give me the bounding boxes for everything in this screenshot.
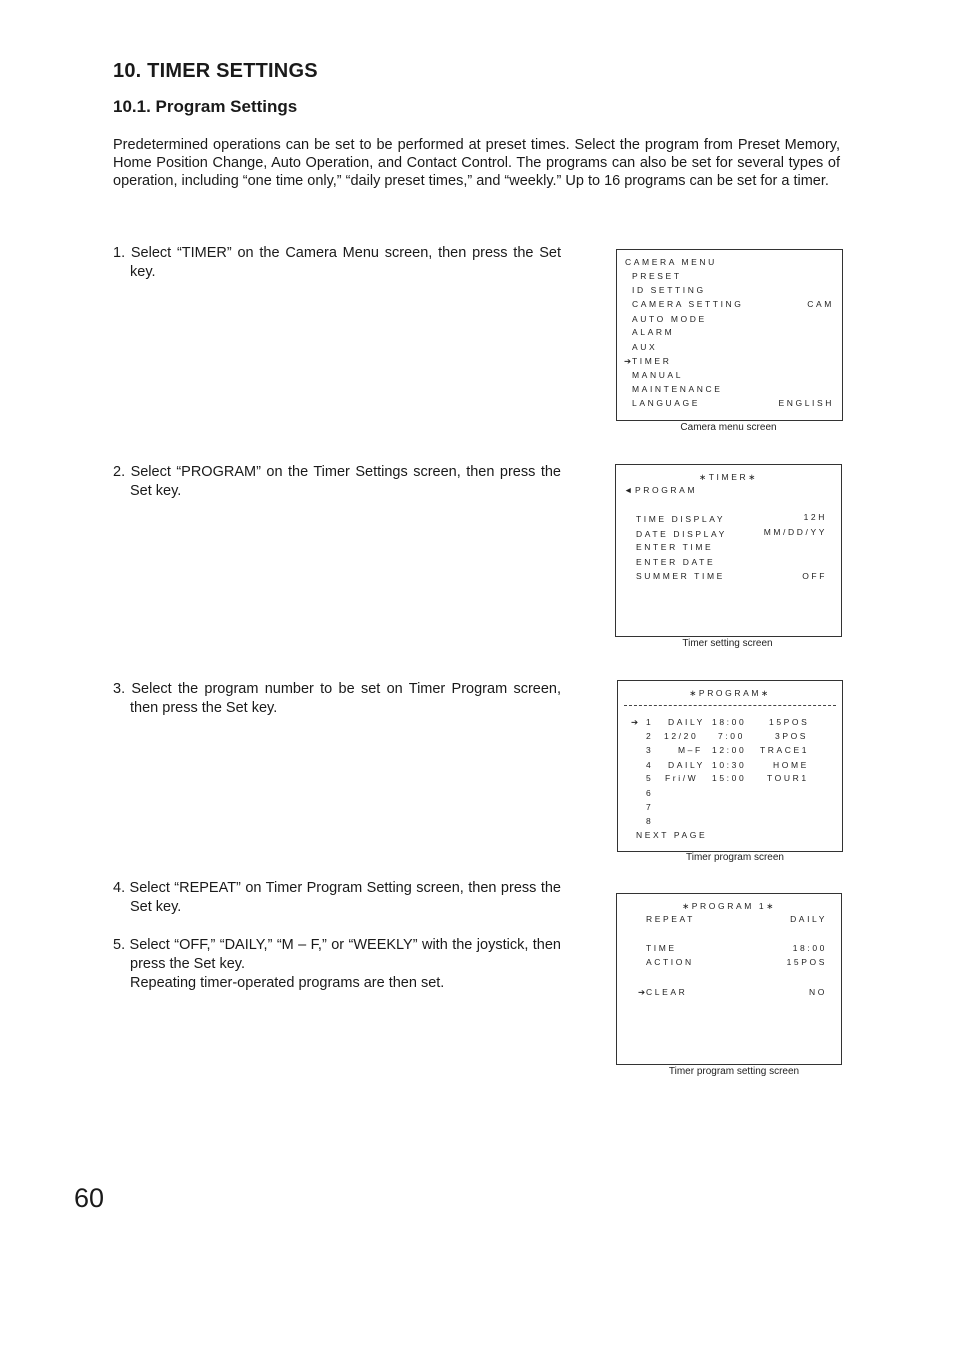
program-action: HOME [773,760,809,770]
camera-menu-caption: Camera menu screen [680,422,777,433]
program-num: 8 [646,816,654,826]
summer-time-label: SUMMER TIME [636,571,725,581]
camera-menu-screen [616,249,843,421]
program-time: 15:00 [712,773,747,783]
program-action: TRACE1 [760,745,810,755]
time-display-label: TIME DISPLAY [636,514,726,524]
menu-item-timer: TIMER [632,356,672,366]
intro-paragraph: Predetermined operations can be set to be performed at preset times. Select the program from Preset Memory, Home Position Change, Auto Operation, and Contact Control. The programs can also be set for several types of operation, including “one time only,” “daily preset times,” and “weekly.” Up to 16 programs can be set for a timer. [113,137,840,189]
program-num: 4 [646,760,654,770]
time-display-value: 12H [803,512,827,522]
program-num: 3 [646,745,654,755]
repeat-value: DAILY [790,914,827,924]
action-value: 15POS [786,957,827,967]
section-heading: 10. TIMER SETTINGS [113,60,318,82]
menu-item-language: LANGUAGE [632,398,701,408]
cursor-arrow-icon: ➔ [638,987,646,997]
timer-title: ∗TIMER∗ [699,472,758,482]
program-time: 10:30 [712,760,747,770]
repeat-label: REPEAT [646,914,695,924]
camera-menu-title: CAMERA MENU [625,257,717,267]
menu-item-manual: MANUAL [632,370,684,380]
step-2: 2. Select “PROGRAM” on the Timer Settings screen, then press the Set key. [113,464,561,499]
timer-setting-screen [615,464,842,637]
timer-program-setting-caption: Timer program setting screen [668,1066,800,1077]
menu-item-camera-setting: CAMERA SETTING [632,299,744,309]
timer-program-screen [617,680,843,852]
menu-item-aux: AUX [632,342,658,352]
program-num: 7 [646,802,654,812]
step-5-note: Repeating timer-operated programs are then set. [130,975,445,991]
next-page-item: NEXT PAGE [636,830,708,840]
program-action: TOUR1 [767,773,809,783]
program-num: 6 [646,788,654,798]
program-time: 7:00 [718,731,745,741]
program-action: 15POS [769,717,810,727]
timer-program-caption: Timer program screen [686,852,784,863]
step-4: 4. Select “REPEAT” on Timer Program Setting screen, then press the Set key. [113,880,561,915]
program-repeat: Fri/W [665,773,699,783]
enter-date-label: ENTER DATE [636,557,716,567]
page-number: 60 [74,1183,105,1213]
program-time: 18:00 [712,717,747,727]
menu-item-auto-mode: AUTO MODE [632,314,707,324]
title-divider [624,705,836,706]
program-repeat: M–F [678,745,703,755]
program-num: 1 [646,717,654,727]
step-5: 5. Select “OFF,” “DAILY,” “M – F,” or “WEEKLY” with the joystick, then press the Set key. [113,937,561,972]
camera-setting-value: CAM [807,299,834,309]
cursor-arrow-icon: ➔ [631,717,639,727]
step-1: 1. Select “TIMER” on the Camera Menu screen, then press the Set key. [113,245,561,280]
time-label: TIME [646,943,677,953]
program-time: 12:00 [712,745,747,755]
subsection-heading: 10.1. Program Settings [113,97,298,116]
timer-program-item: PROGRAM [635,485,698,495]
clear-value: NO [809,987,827,997]
cursor-arrow-icon: ➔ [624,356,632,366]
menu-item-alarm: ALARM [632,327,675,337]
program-repeat: DAILY [668,717,705,727]
time-value: 18:00 [792,943,827,953]
enter-time-label: ENTER TIME [636,542,714,552]
date-display-label: DATE DISPLAY [636,529,727,539]
menu-item-id-setting: ID SETTING [632,285,706,295]
timer-setting-caption: Timer setting screen [682,638,773,649]
program-action: 3POS [775,731,809,741]
program-title: ∗PROGRAM∗ [689,688,771,698]
menu-item-maintenance: MAINTENANCE [632,384,723,394]
program-repeat: DAILY [668,760,705,770]
timer-program-setting-screen [616,893,842,1065]
action-label: ACTION [646,957,694,967]
program1-title: ∗PROGRAM 1∗ [682,901,776,911]
cursor-arrow-icon: ◄ [624,485,633,495]
program-num: 2 [646,731,654,741]
summer-time-value: OFF [802,571,827,581]
language-value: ENGLISH [778,398,834,408]
step-3: 3. Select the program number to be set on Timer Program screen, then press the Set key. [113,681,561,716]
program-num: 5 [646,773,654,783]
date-display-value: MM/DD/YY [763,527,827,537]
program-repeat: 12/20 [664,731,699,741]
clear-label: CLEAR [646,987,688,997]
menu-item-preset: PRESET [632,271,682,281]
